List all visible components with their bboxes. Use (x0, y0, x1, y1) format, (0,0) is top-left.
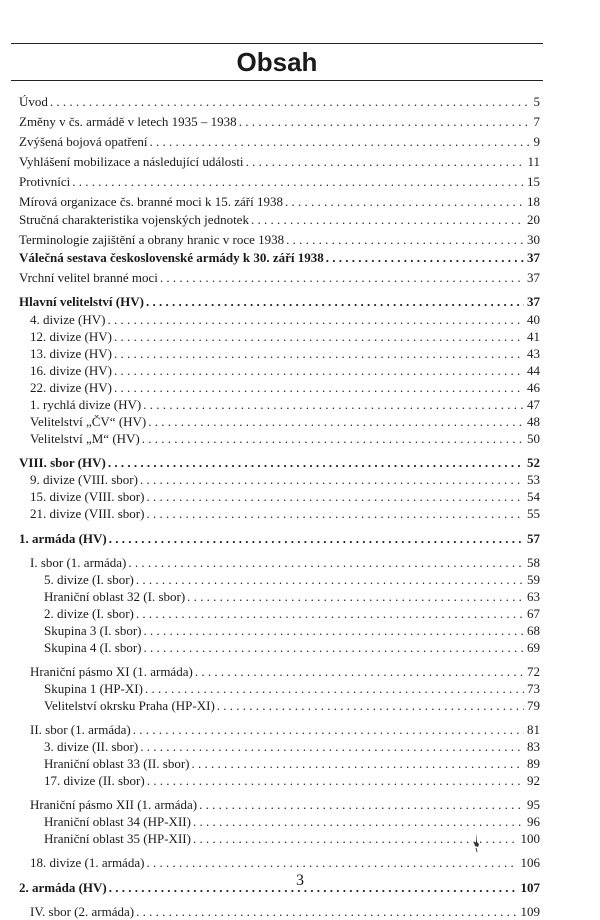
toc-dot-leader (140, 472, 524, 488)
toc-dot-leader (146, 855, 517, 871)
toc-entry-page: 95 (527, 797, 540, 812)
toc-entry-page: 11 (527, 154, 540, 169)
toc-dot-leader (128, 555, 524, 571)
toc-dot-leader (50, 94, 531, 110)
toc-entry-label: Hlavní velitelství (HV) (19, 294, 144, 309)
toc-entry (19, 531, 540, 547)
toc-entry-label: Velitelství „M“ (HV) (30, 431, 140, 446)
toc-entry-page: 83 (527, 739, 540, 754)
toc-dot-leader (142, 431, 524, 447)
toc-entry (30, 506, 540, 522)
toc-entry-page: 57 (527, 531, 540, 546)
toc-dot-leader (144, 640, 525, 656)
toc-dot-leader (107, 312, 524, 328)
toc-dot-leader (148, 414, 524, 430)
toc-dot-leader (133, 722, 524, 738)
toc-entry-page: 52 (527, 455, 540, 470)
toc-dot-leader (217, 698, 524, 714)
toc-entry-page: 5 (533, 94, 540, 109)
toc-entry-page: 89 (527, 756, 540, 771)
toc-entry (19, 270, 540, 286)
toc-entry-page: 67 (527, 606, 540, 621)
toc-entry (30, 797, 540, 813)
toc-entry (30, 855, 540, 871)
toc-entry (30, 472, 540, 488)
toc-dot-leader (192, 756, 525, 772)
toc-entry-page: 44 (527, 363, 540, 378)
toc-entry (44, 606, 540, 622)
toc-dot-leader (147, 773, 524, 789)
toc-entry (19, 114, 540, 130)
toc-entry-page: 72 (527, 664, 540, 679)
toc-entry-label: 18. divize (1. armáda) (30, 855, 145, 870)
toc-entry-label: 21. divize (VIII. sbor) (30, 506, 145, 521)
page-number: 3 (296, 872, 304, 889)
toc-entry-label: Válečná sestava československé armády k 30. září 1938 (19, 250, 324, 265)
toc-entry-label: Hraniční oblast 33 (II. sbor) (44, 756, 190, 771)
toc-entry-label: Hraniční oblast 34 (HP-XII) (44, 814, 191, 829)
toc-entry-label: Mírová organizace čs. branné moci k 15. září 1938 (19, 194, 283, 209)
toc-entry-label: 9. divize (VIII. sbor) (30, 472, 138, 487)
toc-entry (30, 414, 540, 430)
toc-entry (44, 572, 540, 588)
toc-entry-page: 63 (527, 589, 540, 604)
toc-dot-leader (143, 397, 524, 413)
toc-entry-label: Hraniční oblast 35 (HP-XII) (44, 831, 191, 846)
toc-entry (44, 739, 540, 755)
toc-entry (30, 722, 540, 738)
toc-dot-leader (114, 329, 524, 345)
toc-entry-page: 54 (527, 489, 540, 504)
toc-entry-label: 1. armáda (HV) (19, 531, 107, 546)
title-bottom-rule (11, 80, 543, 81)
toc-entry-page: 37 (527, 294, 540, 309)
toc-entry-page: 69 (527, 640, 540, 655)
toc-entry (19, 174, 540, 190)
toc-entry-label: I. sbor (1. armáda) (30, 555, 127, 570)
toc-entry (44, 640, 540, 656)
toc-dot-leader (136, 572, 524, 588)
toc-dot-leader (246, 154, 525, 170)
toc-entry-label: II. sbor (1. armáda) (30, 722, 131, 737)
toc-entry-label: Protivníci (19, 174, 71, 189)
toc-dot-leader (114, 380, 524, 396)
toc-entry-page: 7 (533, 114, 540, 129)
toc-dot-leader (108, 455, 524, 471)
toc-entry-page: 92 (527, 773, 540, 788)
toc-dot-leader (251, 212, 524, 228)
toc-entry-page: 50 (527, 431, 540, 446)
toc-dot-leader (150, 134, 531, 150)
toc-entry (30, 555, 540, 571)
toc-entry (19, 154, 540, 170)
toc-dot-leader (72, 174, 524, 190)
toc-entry (19, 232, 540, 248)
toc-entry-page: 96 (527, 814, 540, 829)
toc-entry-page: 53 (527, 472, 540, 487)
toc-entry-label: Hraniční oblast 32 (I. sbor) (44, 589, 186, 604)
toc-entry (44, 831, 540, 847)
toc-entry-page: 43 (527, 346, 540, 361)
toc-dot-leader (195, 664, 524, 680)
toc-entry-page: 55 (527, 506, 540, 521)
toc-entry-page: 109 (520, 904, 540, 919)
toc-entry (30, 312, 540, 328)
toc-entry-page: 73 (527, 681, 540, 696)
toc-entry (19, 134, 540, 150)
toc-entry (30, 363, 540, 379)
toc-entry-label: 12. divize (HV) (30, 329, 112, 344)
toc-dot-leader (193, 831, 518, 847)
toc-entry-label: Vrchní velitel branné moci (19, 270, 158, 285)
toc-entry (19, 194, 540, 210)
toc-entry (19, 94, 540, 110)
toc-dot-leader (286, 232, 524, 248)
toc-entry (44, 773, 540, 789)
toc-dot-leader (199, 797, 524, 813)
toc-entry (19, 455, 540, 471)
toc-entry-label: 2. divize (I. sbor) (44, 606, 134, 621)
toc-dot-leader (146, 506, 524, 522)
toc-entry-page: 46 (527, 380, 540, 395)
toc-dot-leader (193, 814, 524, 830)
toc-entry (19, 250, 540, 266)
page-title: Obsah (236, 47, 318, 77)
toc-entry-page: 47 (527, 397, 540, 412)
toc-dot-leader (140, 739, 524, 755)
toc-dot-leader (109, 531, 524, 547)
ink-smudge-mark (472, 833, 482, 853)
toc-entry-label: Změny v čs. armádě v letech 1935 – 1938 (19, 114, 237, 129)
toc-entry-page: 37 (527, 250, 540, 265)
toc-entry-label: 4. divize (HV) (30, 312, 106, 327)
toc-entry-label: Vyhlášení mobilizace a následující události (19, 154, 244, 169)
toc-entry-page: 37 (527, 270, 540, 285)
toc-entry-page: 81 (527, 722, 540, 737)
toc-dot-leader (285, 194, 524, 210)
toc-entry-label: Velitelství okrsku Praha (HP-XI) (44, 698, 215, 713)
toc-entry (30, 431, 540, 447)
toc-entry-label: 16. divize (HV) (30, 363, 112, 378)
toc-entry-label: Hraniční pásmo XI (1. armáda) (30, 664, 193, 679)
toc-entry (30, 380, 540, 396)
toc-entry-page: 48 (527, 414, 540, 429)
toc-entry-page: 59 (527, 572, 540, 587)
toc-dot-leader (145, 681, 524, 697)
toc-entry (44, 623, 540, 639)
toc-dot-leader (136, 606, 524, 622)
toc-entry (44, 698, 540, 714)
toc-entry-page: 40 (527, 312, 540, 327)
toc-entry (19, 294, 540, 310)
toc-entry-label: 5. divize (I. sbor) (44, 572, 134, 587)
toc-entry-page: 58 (527, 555, 540, 570)
toc-entry-page: 9 (533, 134, 540, 149)
toc-entry (44, 756, 540, 772)
toc-entry (44, 681, 540, 697)
toc-entry (30, 346, 540, 362)
toc-entry-label: VIII. sbor (HV) (19, 455, 106, 470)
toc-dot-leader (146, 294, 524, 310)
toc-entry-label: 1. rychlá divize (HV) (30, 397, 142, 412)
toc-entry-page: 15 (527, 174, 540, 189)
toc-entry (19, 212, 540, 228)
toc-entry-label: Zvýšená bojová opatření (19, 134, 148, 149)
toc-entry-label: Terminologie zajištění a obrany hranic v roce 1938 (19, 232, 285, 247)
toc-entry-label: 3. divize (II. sbor) (44, 739, 139, 754)
toc-entry-label: Stručná charakteristika vojenských jednotek (19, 212, 249, 227)
toc-entry-label: IV. sbor (2. armáda) (30, 904, 135, 919)
toc-dot-leader (114, 363, 524, 379)
toc-entry-label: Skupina 1 (HP-XI) (44, 681, 143, 696)
toc-dot-leader (239, 114, 531, 130)
toc-dot-leader (144, 623, 525, 639)
toc-entry-label: Úvod (19, 94, 48, 109)
toc-entry (30, 489, 540, 505)
toc-entry-label: 2. armáda (HV) (19, 880, 107, 895)
toc-dot-leader (146, 489, 524, 505)
toc-entry (30, 329, 540, 345)
toc-entry (44, 589, 540, 605)
toc-entry-label: Skupina 4 (I. sbor) (44, 640, 142, 655)
toc-dot-leader (326, 250, 524, 266)
toc-entry-label: 13. divize (HV) (30, 346, 112, 361)
toc-entry-label: 22. divize (HV) (30, 380, 112, 395)
toc-entry-label: 15. divize (VIII. sbor) (30, 489, 145, 504)
toc-entry-label: Skupina 3 (I. sbor) (44, 623, 142, 638)
toc-entry-page: 68 (527, 623, 540, 638)
toc-dot-leader (160, 270, 524, 286)
toc-dot-leader (187, 589, 524, 605)
toc-dot-leader (114, 346, 524, 362)
toc-entry-page: 107 (520, 880, 540, 895)
toc-entry-page: 41 (527, 329, 540, 344)
toc-entry-label: Velitelství „ČV“ (HV) (30, 414, 147, 429)
toc-entry (30, 664, 540, 680)
toc-entry (30, 397, 540, 413)
toc-entry-page: 18 (527, 194, 540, 209)
toc-entry-page: 20 (527, 212, 540, 227)
toc-entry-page: 79 (527, 698, 540, 713)
toc-entry-page: 30 (527, 232, 540, 247)
toc-entry (44, 814, 540, 830)
toc-entry-page: 100 (520, 831, 540, 846)
toc-entry-label: 17. divize (II. sbor) (44, 773, 145, 788)
toc-entry-page: 106 (520, 855, 540, 870)
toc-entry-label: Hraniční pásmo XII (1. armáda) (30, 797, 198, 812)
